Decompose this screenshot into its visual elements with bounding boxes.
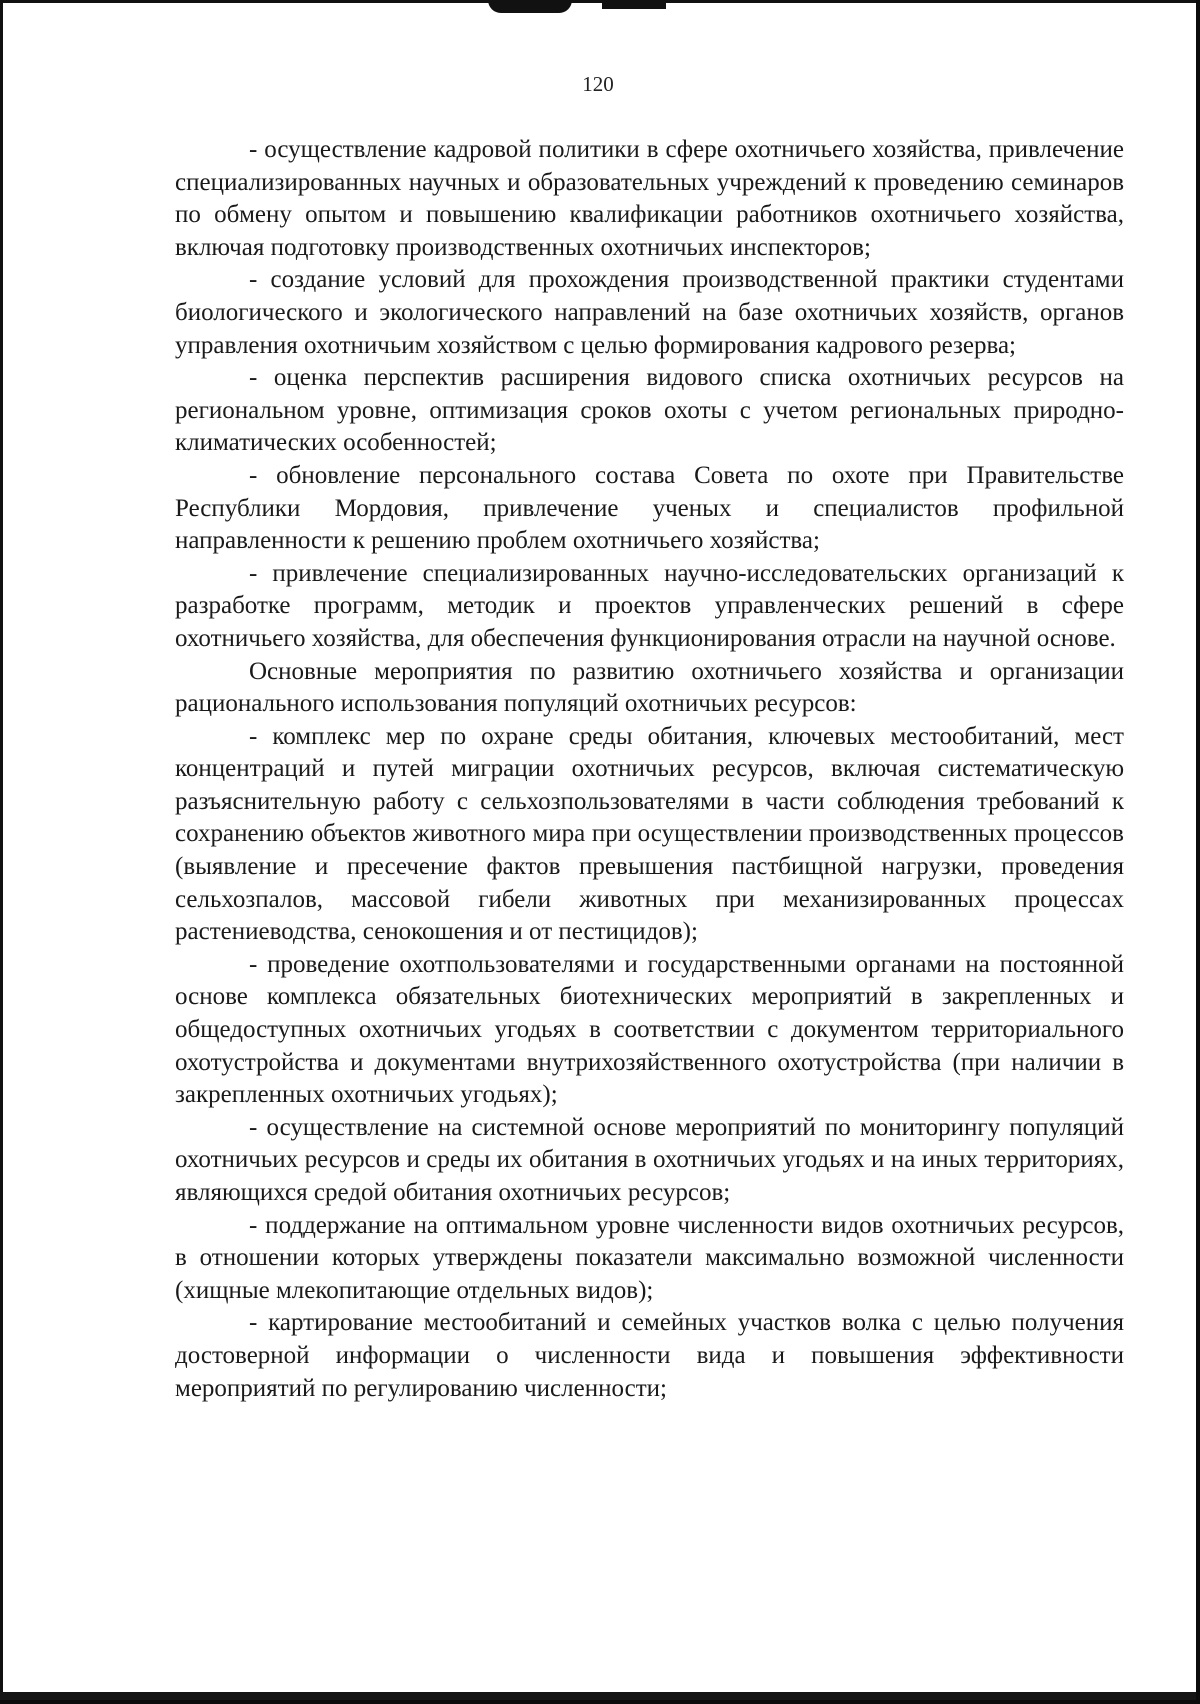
page-number: 120 bbox=[582, 72, 614, 96]
scan-border-top bbox=[0, 0, 1196, 3]
paragraph-biotechnical-measures: - проведение охотпользователями и государственными органами на постоянной основе комплекса обязательных биотехнических мероприятий в закрепленных и общедоступных охотничьих угодьях в соответствии с документом территориального охотустройства и документами внутрихозяйственного охотустройства (при наличии в закрепленных охотничьих угодьях); bbox=[175, 950, 1124, 1109]
paragraph-student-practice: - создание условий для прохождения производственной практики студентами биологического и экологического направлений на базе охотничьих хозяйств, органов управления охотничьим хозяйством с целью формирования кадрового резерва; bbox=[175, 266, 1124, 359]
paragraph-personnel-policy: - осуществление кадровой политики в сфере охотничьего хозяйства, привлечение специализированных научных и образовательных учреждений к проведению семинаров по обмену опытом и повышению квалификации работников охотничьего хозяйства, включая подготовку производственных охотничьих инспекторов; bbox=[175, 136, 1124, 261]
scan-border-left bbox=[0, 0, 3, 1700]
paragraph-main-measures-heading: Основные мероприятия по развитию охотничьего хозяйства и организации рационального использования популяций охотничьих ресурсов: bbox=[175, 657, 1124, 718]
scan-artifact bbox=[602, 0, 666, 9]
paragraph-research-organizations: - привлечение специализированных научно-исследовательских организаций к разработке программ, методик и проектов управленческих решений в сфере охотничьего хозяйства, для обеспечения функционирования отрасли на научной основе. bbox=[175, 559, 1124, 652]
paragraph-habitat-protection: - комплекс мер по охране среды обитания, ключевых местообитаний, мест концентраций и путей миграции охотничьих ресурсов, включая систематическую разъяснительную работу с сельхозпользователями в части соблюдения требований к сохранению объектов животного мира при осуществлении производственных процессов (выявление и пресечение фактов превышения пастбищной нагрузки, проведения сельхозпалов, массовой гибели животных при механизированных процессах растениеводства, сенокошения и от пестицидов); bbox=[175, 722, 1124, 946]
scan-border-bottom bbox=[0, 1692, 1196, 1700]
paragraph-wolf-mapping: - картирование местообитаний и семейных участков волка с целью получения достоверной информации о численности вида и повышения эффективности мероприятий по регулированию численности; bbox=[175, 1309, 1124, 1402]
paragraph-hunting-council: - обновление персонального состава Совета по охоте при Правительстве Республики Мордовия, привлечение ученых и специалистов профильной направленности к решению проблем охотничьего хозяйства; bbox=[175, 461, 1124, 555]
paragraph-species-list: - оценка перспектив расширения видового списка охотничьих ресурсов на региональном уровне, оптимизация сроков охоты с учетом региональных природно-климатических особенностей; bbox=[175, 364, 1124, 457]
paragraph-population-control: - поддержание на оптимальном уровне численности видов охотничьих ресурсов, в отношении которых утверждены показатели максимально возможной численности (хищные млекопитающие отдельных видов); bbox=[175, 1211, 1124, 1304]
document-body bbox=[175, 134, 1124, 1405]
scan-artifact bbox=[488, 0, 572, 13]
paragraph-population-monitoring: - осуществление на системной основе мероприятий по мониторингу популяций охотничьих ресурсов и среды их обитания в охотничьих угодьях и на иных территориях, являющихся средой обитания охотничьих ресурсов; bbox=[175, 1113, 1124, 1206]
